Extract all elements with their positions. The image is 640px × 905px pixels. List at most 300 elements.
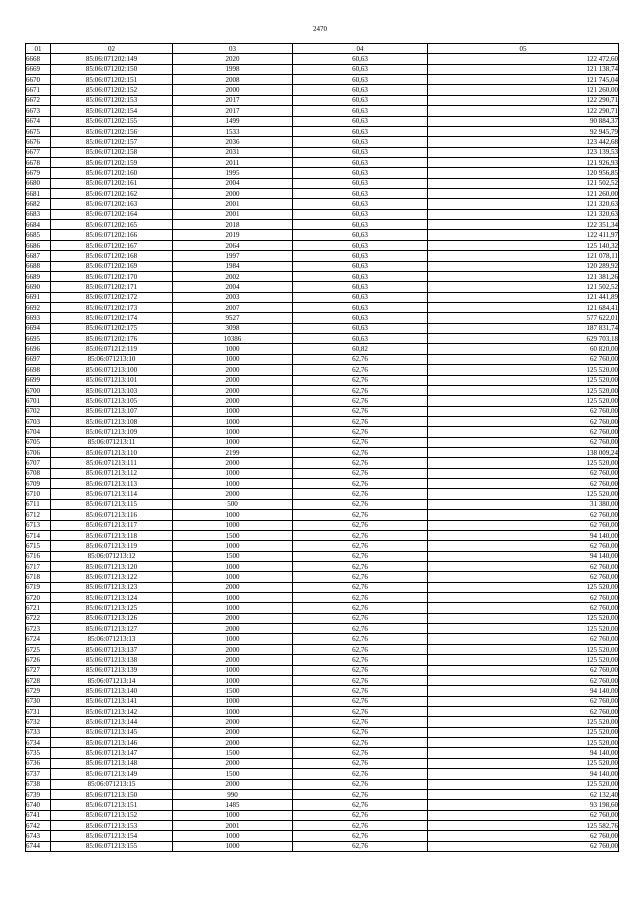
cadastral-value-cell: 122 290,71 xyxy=(428,106,619,116)
row-number-cell: 6693 xyxy=(26,313,51,323)
specific-value-cell: 60,63 xyxy=(293,85,428,95)
row-number-cell: 6702 xyxy=(26,406,51,416)
cadastral-number-cell: 85:06:071213:118 xyxy=(51,530,173,540)
cadastral-value-cell: 122 411,97 xyxy=(428,230,619,240)
area-cell: 1000 xyxy=(173,696,293,706)
specific-value-cell: 62,76 xyxy=(293,758,428,768)
table-row xyxy=(26,323,619,333)
table-row xyxy=(26,189,619,199)
area-cell: 2004 xyxy=(173,178,293,188)
cadastral-value-cell: 92 945,79 xyxy=(428,126,619,136)
specific-value-cell: 62,76 xyxy=(293,427,428,437)
area-cell: 1000 xyxy=(173,344,293,354)
cadastral-number-cell: 85:06:071202:149 xyxy=(51,54,173,64)
area-cell: 1000 xyxy=(173,520,293,530)
cadastral-value-cell: 121 441,89 xyxy=(428,292,619,302)
cadastral-value-cell: 62 760,00 xyxy=(428,479,619,489)
row-number-cell: 6695 xyxy=(26,334,51,344)
table-row xyxy=(26,665,619,675)
row-number-cell: 6710 xyxy=(26,489,51,499)
table-row xyxy=(26,686,619,696)
table-row xyxy=(26,717,619,727)
cadastral-number-cell: 85:06:071202:173 xyxy=(51,302,173,312)
area-cell: 2000 xyxy=(173,582,293,592)
table-row xyxy=(26,489,619,499)
area-cell: 2000 xyxy=(173,385,293,395)
specific-value-cell: 60,63 xyxy=(293,261,428,271)
cadastral-number-cell: 85:06:071213:112 xyxy=(51,468,173,478)
row-number-cell: 6738 xyxy=(26,779,51,789)
cadastral-value-cell: 94 140,00 xyxy=(428,686,619,696)
cadastral-value-cell: 577 622,01 xyxy=(428,313,619,323)
cadastral-number-cell: 85:06:071202:157 xyxy=(51,137,173,147)
cadastral-number-cell: 85:06:071213:144 xyxy=(51,717,173,727)
cadastral-number-cell: 85:06:071213:141 xyxy=(51,696,173,706)
table-row xyxy=(26,644,619,654)
cadastral-number-cell: 85:06:071213:137 xyxy=(51,644,173,654)
table-row xyxy=(26,530,619,540)
row-number-cell: 6679 xyxy=(26,168,51,178)
area-cell: 2003 xyxy=(173,292,293,302)
area-cell: 1000 xyxy=(173,437,293,447)
table-row xyxy=(26,54,619,64)
specific-value-cell: 62,76 xyxy=(293,354,428,364)
table-row xyxy=(26,561,619,571)
cadastral-value-cell: 31 380,00 xyxy=(428,499,619,509)
row-number-cell: 6723 xyxy=(26,624,51,634)
cadastral-value-cell: 121 381,26 xyxy=(428,271,619,281)
area-cell: 1500 xyxy=(173,769,293,779)
row-number-cell: 6734 xyxy=(26,738,51,748)
row-number-cell: 6733 xyxy=(26,727,51,737)
cadastral-number-cell: 85:06:071213:120 xyxy=(51,561,173,571)
row-number-cell: 6736 xyxy=(26,758,51,768)
specific-value-cell: 62,76 xyxy=(293,738,428,748)
cadastral-number-cell: 85:06:071213:14 xyxy=(51,675,173,685)
cadastral-number-cell: 85:06:071202:167 xyxy=(51,240,173,250)
table-row xyxy=(26,603,619,613)
cadastral-value-cell: 62 760,00 xyxy=(428,561,619,571)
area-cell: 2031 xyxy=(173,147,293,157)
specific-value-cell: 62,76 xyxy=(293,634,428,644)
row-number-cell: 6708 xyxy=(26,468,51,478)
row-number-cell: 6684 xyxy=(26,220,51,230)
cadastral-number-cell: 85:06:071213:152 xyxy=(51,810,173,820)
row-number-cell: 6715 xyxy=(26,541,51,551)
area-cell: 1000 xyxy=(173,841,293,851)
area-cell: 2017 xyxy=(173,106,293,116)
cadastral-number-cell: 85:06:071202:155 xyxy=(51,116,173,126)
area-cell: 2000 xyxy=(173,758,293,768)
cadastral-number-cell: 85:06:071213:148 xyxy=(51,758,173,768)
table-row xyxy=(26,800,619,810)
specific-value-cell: 62,76 xyxy=(293,530,428,540)
row-number-cell: 6700 xyxy=(26,385,51,395)
table-row xyxy=(26,499,619,509)
specific-value-cell: 62,76 xyxy=(293,810,428,820)
cadastral-value-cell: 62 132,40 xyxy=(428,789,619,799)
cadastral-value-cell: 121 502,52 xyxy=(428,178,619,188)
table-row xyxy=(26,779,619,789)
cadastral-number-cell: 85:06:071202:172 xyxy=(51,292,173,302)
row-number-cell: 6725 xyxy=(26,644,51,654)
specific-value-cell: 62,76 xyxy=(293,479,428,489)
area-cell: 2000 xyxy=(173,644,293,654)
cadastral-number-cell: 85:06:071202:175 xyxy=(51,323,173,333)
table-row xyxy=(26,510,619,520)
row-number-cell: 6675 xyxy=(26,126,51,136)
cadastral-number-cell: 85:06:071213:113 xyxy=(51,479,173,489)
specific-value-cell: 62,76 xyxy=(293,613,428,623)
row-number-cell: 6683 xyxy=(26,209,51,219)
area-cell: 1000 xyxy=(173,831,293,841)
row-number-cell: 6737 xyxy=(26,769,51,779)
area-cell: 2000 xyxy=(173,738,293,748)
cadastral-value-cell: 121 138,74 xyxy=(428,64,619,74)
specific-value-cell: 60,63 xyxy=(293,292,428,302)
cadastral-number-cell: 85:06:071213:147 xyxy=(51,748,173,758)
cadastral-value-cell: 125 582,76 xyxy=(428,820,619,830)
area-cell: 2000 xyxy=(173,717,293,727)
cadastral-value-cell: 94 140,00 xyxy=(428,551,619,561)
table-row xyxy=(26,354,619,364)
area-cell: 2000 xyxy=(173,489,293,499)
row-number-cell: 6677 xyxy=(26,147,51,157)
cadastral-value-cell: 121 320,63 xyxy=(428,199,619,209)
row-number-cell: 6696 xyxy=(26,344,51,354)
row-number-cell: 6691 xyxy=(26,292,51,302)
row-number-cell: 6676 xyxy=(26,137,51,147)
row-number-cell: 6730 xyxy=(26,696,51,706)
specific-value-cell: 62,76 xyxy=(293,468,428,478)
cadastral-value-cell: 120 956,85 xyxy=(428,168,619,178)
cadastral-value-cell: 62 760,00 xyxy=(428,841,619,851)
cadastral-number-cell: 85:06:071213:119 xyxy=(51,541,173,551)
table-row xyxy=(26,696,619,706)
cadastral-value-cell: 62 760,00 xyxy=(428,707,619,717)
specific-value-cell: 60,63 xyxy=(293,220,428,230)
area-cell: 2001 xyxy=(173,199,293,209)
table-row xyxy=(26,789,619,799)
specific-value-cell: 60,63 xyxy=(293,209,428,219)
area-cell: 1984 xyxy=(173,261,293,271)
specific-value-cell: 62,76 xyxy=(293,748,428,758)
table-row xyxy=(26,448,619,458)
cadastral-value-cell: 62 760,00 xyxy=(428,406,619,416)
cadastral-number-cell: 85:06:071213:100 xyxy=(51,365,173,375)
specific-value-cell: 60,63 xyxy=(293,116,428,126)
table-row xyxy=(26,406,619,416)
row-number-cell: 6711 xyxy=(26,499,51,509)
specific-value-cell: 62,76 xyxy=(293,437,428,447)
area-cell: 2000 xyxy=(173,779,293,789)
row-number-cell: 6670 xyxy=(26,75,51,85)
row-number-cell: 6728 xyxy=(26,675,51,685)
area-cell: 1533 xyxy=(173,126,293,136)
area-cell: 2000 xyxy=(173,458,293,468)
cadastral-number-cell: 85:06:071213:146 xyxy=(51,738,173,748)
specific-value-cell: 60,63 xyxy=(293,157,428,167)
cadastral-value-cell: 125 520,00 xyxy=(428,365,619,375)
cadastral-number-cell: 85:06:071202:170 xyxy=(51,271,173,281)
row-number-cell: 6740 xyxy=(26,800,51,810)
area-cell: 1000 xyxy=(173,675,293,685)
cadastral-number-cell: 85:06:071213:114 xyxy=(51,489,173,499)
table-row xyxy=(26,758,619,768)
table-header-row xyxy=(26,44,619,54)
cadastral-number-cell: 85:06:071202:176 xyxy=(51,334,173,344)
specific-value-cell: 62,76 xyxy=(293,416,428,426)
row-number-cell: 6698 xyxy=(26,365,51,375)
cadastral-number-cell: 85:06:071212:119 xyxy=(51,344,173,354)
table-row xyxy=(26,385,619,395)
row-number-cell: 6712 xyxy=(26,510,51,520)
specific-value-cell: 60,63 xyxy=(293,230,428,240)
cadastral-value-cell: 62 760,00 xyxy=(428,696,619,706)
area-cell: 1000 xyxy=(173,541,293,551)
cadastral-value-cell: 62 760,00 xyxy=(428,354,619,364)
specific-value-cell: 60,63 xyxy=(293,54,428,64)
cadastral-value-cell: 125 520,00 xyxy=(428,385,619,395)
row-number-cell: 6686 xyxy=(26,240,51,250)
cadastral-value-cell: 121 502,52 xyxy=(428,282,619,292)
cadastral-number-cell: 85:06:071213:108 xyxy=(51,416,173,426)
row-number-cell: 6668 xyxy=(26,54,51,64)
cadastral-value-cell: 125 520,00 xyxy=(428,738,619,748)
specific-value-cell: 62,76 xyxy=(293,593,428,603)
row-number-cell: 6694 xyxy=(26,323,51,333)
specific-value-cell: 62,76 xyxy=(293,572,428,582)
specific-value-cell: 60,63 xyxy=(293,147,428,157)
table-row xyxy=(26,282,619,292)
cadastral-value-cell: 62 760,00 xyxy=(428,831,619,841)
row-number-cell: 6678 xyxy=(26,157,51,167)
cadastral-number-cell: 85:06:071213:140 xyxy=(51,686,173,696)
specific-value-cell: 62,76 xyxy=(293,541,428,551)
cadastral-value-cell: 62 760,00 xyxy=(428,603,619,613)
table-row xyxy=(26,116,619,126)
table-row xyxy=(26,334,619,344)
specific-value-cell: 60,63 xyxy=(293,240,428,250)
area-cell: 1000 xyxy=(173,593,293,603)
area-cell: 2011 xyxy=(173,157,293,167)
cadastral-number-cell: 85:06:071202:154 xyxy=(51,106,173,116)
area-cell: 1000 xyxy=(173,427,293,437)
specific-value-cell: 62,76 xyxy=(293,458,428,468)
cadastral-number-cell: 85:06:071213:111 xyxy=(51,458,173,468)
cadastral-number-cell: 85:06:071202:160 xyxy=(51,168,173,178)
row-number-cell: 6726 xyxy=(26,655,51,665)
table-row xyxy=(26,168,619,178)
specific-value-cell: 60,63 xyxy=(293,178,428,188)
cadastral-value-cell: 62 760,00 xyxy=(428,675,619,685)
cadastral-value-cell: 62 760,00 xyxy=(428,520,619,530)
specific-value-cell: 60,63 xyxy=(293,323,428,333)
table-row xyxy=(26,675,619,685)
cadastral-value-cell: 125 520,00 xyxy=(428,727,619,737)
table-row xyxy=(26,75,619,85)
cadastral-value-cell: 62 760,00 xyxy=(428,416,619,426)
cadastral-number-cell: 85:06:071213:117 xyxy=(51,520,173,530)
row-number-cell: 6705 xyxy=(26,437,51,447)
row-number-cell: 6735 xyxy=(26,748,51,758)
cadastral-number-cell: 85:06:071202:159 xyxy=(51,157,173,167)
table-row xyxy=(26,220,619,230)
specific-value-cell: 62,76 xyxy=(293,406,428,416)
specific-value-cell: 62,76 xyxy=(293,841,428,851)
table-row xyxy=(26,427,619,437)
cadastral-number-cell: 85:06:071213:122 xyxy=(51,572,173,582)
cadastral-number-cell: 85:06:071213:145 xyxy=(51,727,173,737)
table-row xyxy=(26,613,619,623)
area-cell: 2000 xyxy=(173,613,293,623)
cadastral-value-cell: 125 520,00 xyxy=(428,717,619,727)
specific-value-cell: 62,76 xyxy=(293,582,428,592)
row-number-cell: 6699 xyxy=(26,375,51,385)
row-number-cell: 6727 xyxy=(26,665,51,675)
area-cell: 1000 xyxy=(173,468,293,478)
specific-value-cell: 62,76 xyxy=(293,603,428,613)
row-number-cell: 6731 xyxy=(26,707,51,717)
cadastral-number-cell: 85:06:071213:13 xyxy=(51,634,173,644)
cadastral-value-cell: 125 520,00 xyxy=(428,489,619,499)
cadastral-value-cell: 62 760,00 xyxy=(428,810,619,820)
table-row xyxy=(26,541,619,551)
cadastral-number-cell: 85:06:071213:153 xyxy=(51,820,173,830)
area-cell: 1000 xyxy=(173,603,293,613)
row-number-cell: 6709 xyxy=(26,479,51,489)
cadastral-value-cell: 121 260,00 xyxy=(428,189,619,199)
row-number-cell: 6717 xyxy=(26,561,51,571)
cadastral-number-cell: 85:06:071202:151 xyxy=(51,75,173,85)
area-cell: 2000 xyxy=(173,655,293,665)
row-number-cell: 6719 xyxy=(26,582,51,592)
specific-value-cell: 60,82 xyxy=(293,344,428,354)
specific-value-cell: 62,76 xyxy=(293,675,428,685)
specific-value-cell: 62,76 xyxy=(293,448,428,458)
row-number-cell: 6680 xyxy=(26,178,51,188)
cadastral-number-cell: 85:06:071213:101 xyxy=(51,375,173,385)
row-number-cell: 6706 xyxy=(26,448,51,458)
specific-value-cell: 60,63 xyxy=(293,64,428,74)
area-cell: 1000 xyxy=(173,510,293,520)
cadastral-value-cell: 62 760,00 xyxy=(428,634,619,644)
specific-value-cell: 62,76 xyxy=(293,551,428,561)
area-cell: 2007 xyxy=(173,302,293,312)
table-row xyxy=(26,820,619,830)
area-cell: 1997 xyxy=(173,251,293,261)
cadastral-number-cell: 85:06:071202:150 xyxy=(51,64,173,74)
table-row xyxy=(26,251,619,261)
cadastral-number-cell: 85:06:071213:12 xyxy=(51,551,173,561)
cadastral-number-cell: 85:06:071213:116 xyxy=(51,510,173,520)
table-row xyxy=(26,178,619,188)
header-cell-05: 05 xyxy=(428,44,619,54)
table-row xyxy=(26,634,619,644)
specific-value-cell: 62,76 xyxy=(293,624,428,634)
area-cell: 1500 xyxy=(173,748,293,758)
table-row xyxy=(26,468,619,478)
area-cell: 2001 xyxy=(173,820,293,830)
table-row xyxy=(26,365,619,375)
cadastral-value-cell: 125 520,00 xyxy=(428,375,619,385)
cadastral-number-cell: 85:06:071213:105 xyxy=(51,396,173,406)
cadastral-value-cell: 122 290,71 xyxy=(428,95,619,105)
header-cell-01: 01 xyxy=(26,44,51,54)
cadastral-value-cell: 125 520,00 xyxy=(428,582,619,592)
row-number-cell: 6688 xyxy=(26,261,51,271)
area-cell: 1485 xyxy=(173,800,293,810)
table-row xyxy=(26,199,619,209)
area-cell: 2018 xyxy=(173,220,293,230)
specific-value-cell: 62,76 xyxy=(293,655,428,665)
area-cell: 1500 xyxy=(173,551,293,561)
table-row xyxy=(26,95,619,105)
table-row xyxy=(26,769,619,779)
row-number-cell: 6673 xyxy=(26,106,51,116)
cadastral-number-cell: 85:06:071213:124 xyxy=(51,593,173,603)
specific-value-cell: 62,76 xyxy=(293,686,428,696)
cadastral-value-cell: 629 703,18 xyxy=(428,334,619,344)
cadastral-number-cell: 85:06:071213:103 xyxy=(51,385,173,395)
cadastral-value-cell: 62 760,00 xyxy=(428,510,619,520)
cadastral-value-cell: 62 760,00 xyxy=(428,541,619,551)
specific-value-cell: 62,76 xyxy=(293,385,428,395)
specific-value-cell: 60,63 xyxy=(293,106,428,116)
area-cell: 1000 xyxy=(173,634,293,644)
row-number-cell: 6704 xyxy=(26,427,51,437)
cadastral-number-cell: 85:06:071213:115 xyxy=(51,499,173,509)
cadastral-number-cell: 85:06:071202:169 xyxy=(51,261,173,271)
specific-value-cell: 60,63 xyxy=(293,95,428,105)
table-row xyxy=(26,707,619,717)
cadastral-value-cell: 125 520,00 xyxy=(428,458,619,468)
area-cell: 9527 xyxy=(173,313,293,323)
cadastral-value-cell: 121 078,11 xyxy=(428,251,619,261)
cadastral-value-cell: 94 140,00 xyxy=(428,748,619,758)
area-cell: 10386 xyxy=(173,334,293,344)
area-cell: 2002 xyxy=(173,271,293,281)
specific-value-cell: 62,76 xyxy=(293,717,428,727)
cadastral-number-cell: 85:06:071213:15 xyxy=(51,779,173,789)
row-number-cell: 6692 xyxy=(26,302,51,312)
row-number-cell: 6689 xyxy=(26,271,51,281)
area-cell: 2199 xyxy=(173,448,293,458)
header-cell-02: 02 xyxy=(51,44,173,54)
row-number-cell: 6681 xyxy=(26,189,51,199)
area-cell: 1500 xyxy=(173,686,293,696)
cadastral-value-cell: 123 442,68 xyxy=(428,137,619,147)
specific-value-cell: 62,76 xyxy=(293,800,428,810)
cadastral-number-cell: 85:06:071202:164 xyxy=(51,209,173,219)
table-row xyxy=(26,292,619,302)
table-row xyxy=(26,137,619,147)
table-row xyxy=(26,655,619,665)
table-row xyxy=(26,727,619,737)
area-cell: 2000 xyxy=(173,189,293,199)
table-row xyxy=(26,147,619,157)
cadastral-value-cell: 62 760,00 xyxy=(428,427,619,437)
cadastral-number-cell: 85:06:071202:171 xyxy=(51,282,173,292)
row-number-cell: 6687 xyxy=(26,251,51,261)
specific-value-cell: 60,63 xyxy=(293,302,428,312)
row-number-cell: 6718 xyxy=(26,572,51,582)
table-row xyxy=(26,458,619,468)
area-cell: 2000 xyxy=(173,396,293,406)
cadastral-value-cell: 62 760,00 xyxy=(428,437,619,447)
table-row xyxy=(26,416,619,426)
cadastral-value-cell: 121 320,63 xyxy=(428,209,619,219)
